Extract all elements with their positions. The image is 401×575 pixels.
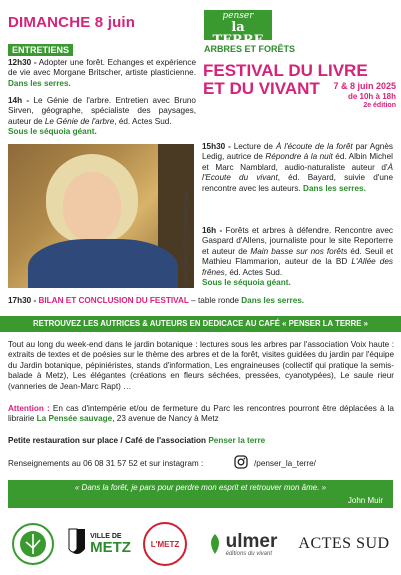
event-title: BILAN ET CONCLUSION DU FESTIVAL <box>36 296 189 305</box>
ulmer-name: ulmer <box>225 530 278 552</box>
event-16h <box>202 226 393 288</box>
festival-hours: de 10h à 18h <box>347 92 396 101</box>
dedication-banner: RETROUVEZ LES AUTRICES & AUTEURS EN DEDICACE AU CAFÉ « PENSER LA TERRE » <box>0 316 401 332</box>
bookshop-address: , 23 avenue de Nancy à Metz <box>112 414 219 424</box>
contact-text: Renseignements au 06 08 31 57 52 et sur instagram : <box>8 459 204 468</box>
event-time: 17h30 - <box>8 296 37 305</box>
activities-paragraph: Tout au long du week-end dans le jardin botanique : lectures sous les arbres par l'association Voix haute : extraits de textes et de poésies sur le thème des arbres et de la forêt, visites guidées du jardin par l'équipe du Jardin botanique, pépiniéristes, stands d'information, Les engraineuses (collectif qui pratique la semis-balade à Metz), Les élégantes (créations en fleurs séchées, pressées, cyanotypées), Le saule rieur (vanneries de Jean-Marc Rapt) … <box>8 340 394 391</box>
sponsor-ulmer-logo <box>198 520 286 568</box>
festival-edition: 2e édition <box>363 102 396 109</box>
event-text: Le Génie de l'arbre. Entretien avec Bruno Sirven, géographe, spécialiste des paysages, auteur de <box>8 96 196 126</box>
event-book: Répondre à la nuit <box>265 152 333 162</box>
event-text: – table ronde <box>188 296 242 305</box>
event-text: , éd. Bayard, suivie d'une rencontre avec les auteurs. <box>202 173 393 193</box>
event-book: Main basse sur nos forêts <box>250 246 348 256</box>
event-text: , éd. Actes Sud. <box>224 267 283 277</box>
event-text: éd. Seuil et Mathieu Flammarion, auteur de la BD <box>202 246 393 267</box>
quote-author: John Muir <box>347 496 383 505</box>
event-place: Dans les serres. <box>8 78 71 88</box>
event-text: Adopter une forêt. Echanges et expérience de vie avec Morgane Britscher, artiste plasticienne. <box>8 58 196 78</box>
food-place: Penser la terre <box>208 436 266 445</box>
ulmer-sub: éditions du vivant <box>225 550 272 557</box>
quote-box <box>8 480 393 508</box>
instagram-icon <box>234 455 248 469</box>
photo-credit: Agnès Ledig © Eric Matheron-Balay <box>184 190 190 286</box>
festival-title-line2: ET DU VIVANT <box>203 79 320 98</box>
bookshop-name: La Pensée sauvage <box>36 414 113 424</box>
event-book: À l'Ecoute du vivant <box>202 162 393 183</box>
lmetz-label: L'METZ <box>150 539 180 549</box>
actes-sud-name: ACTES SUD <box>298 535 390 552</box>
event-place: Dans les serres. <box>303 183 366 193</box>
section-tag: ENTRETIENS <box>8 44 73 56</box>
sponsor-actes-sud-logo <box>292 520 396 568</box>
festival-title-line1: FESTIVAL DU LIVRE <box>203 61 368 80</box>
leaf-icon <box>207 533 223 555</box>
sponsor-penser-la-terre-logo <box>8 520 58 568</box>
event-1530 <box>202 142 393 194</box>
instagram-handle[interactable]: /penser_la_terre/ <box>254 459 316 468</box>
metz-top: VILLE DE <box>90 533 122 540</box>
sponsor-lmetz-logo <box>140 520 190 568</box>
event-book: L'Allée des frênes <box>202 257 393 277</box>
attention-text: En cas d'intempérie et/ou de fermeture du Parc les rencontres pourront être déplacées à la librairie <box>8 404 394 424</box>
event-place: Sous le séquoia géant. <box>202 278 291 288</box>
food-text: Petite restauration sur place / Café de l'association <box>8 436 209 445</box>
logo-line1: penser <box>222 11 254 21</box>
metz-crest-icon <box>67 527 87 561</box>
food-info <box>8 436 394 446</box>
event-publisher: , éd. Actes Sud. <box>114 116 172 126</box>
event-1230 <box>8 58 196 89</box>
event-1730 <box>8 296 398 306</box>
author-photo <box>8 144 194 288</box>
logo-line2: la TERRE <box>212 20 264 48</box>
logo-subtitle: ARBRES ET FORÊTS <box>204 44 296 54</box>
event-book: Le Génie de l'arbre <box>44 116 115 126</box>
event-time: 15h30 - <box>202 142 231 151</box>
metz-name: METZ <box>90 539 131 556</box>
attention-notice <box>8 404 394 425</box>
event-place: Dans les serres. <box>241 296 305 305</box>
event-text: par Agnès Ledig, autrice de <box>202 142 393 162</box>
quote-text: « Dans la forêt, je pars pour perdre mon esprit et retrouver mon âme. » <box>74 483 327 492</box>
event-time: 14h - <box>8 96 30 105</box>
event-time: 16h - <box>202 226 223 235</box>
date-title: DIMANCHE 8 juin <box>8 14 136 31</box>
festival-dates: 7 & 8 juin 2025 <box>333 81 396 91</box>
event-text: éd. Albin Michel et Marc Namblard, audio-naturaliste auteur d' <box>202 152 393 172</box>
event-time: 12h30 - <box>8 58 37 67</box>
penser-la-terre-logo <box>204 10 272 48</box>
event-14h <box>8 96 196 138</box>
sponsor-ville-de-metz-logo <box>64 520 134 568</box>
event-text: Lecture de <box>230 142 276 151</box>
event-book: À l'écoute de la forêt <box>275 142 353 151</box>
event-place: Sous le séquoia géant. <box>8 127 97 137</box>
event-text: Forêts et arbres à défendre. Rencontre avec Gaspard d'Allens, journaliste pour le site Reporterre et auteur de <box>202 226 393 256</box>
attention-label: Attention : <box>8 404 50 413</box>
